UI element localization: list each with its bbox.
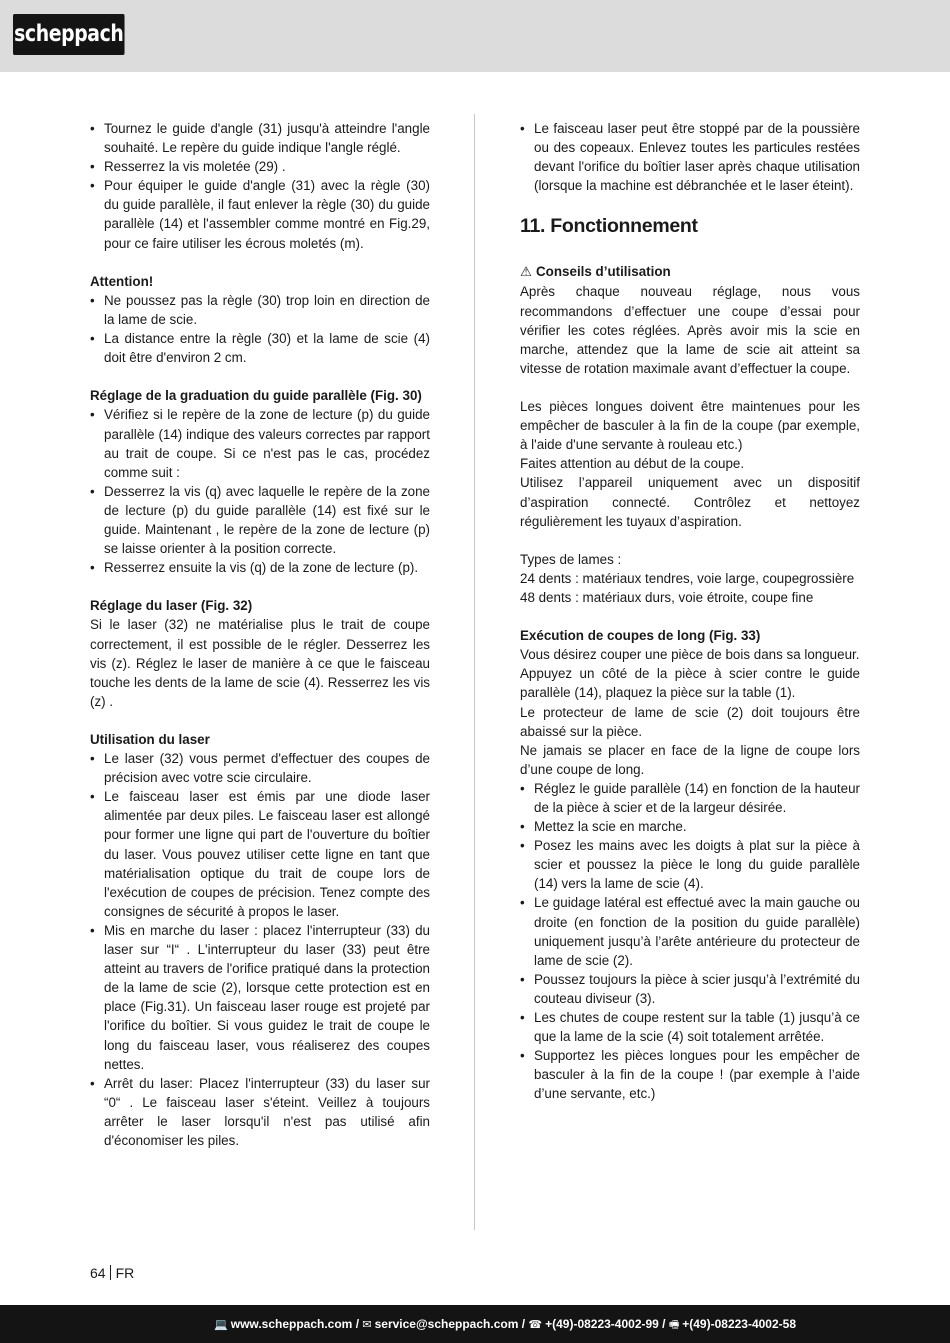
- footer-contact: [214, 1316, 796, 1335]
- list-item: • Tournez le guide d'angle (31) jusqu'à atteindre l'angle souhaité. Le repère du guide indique l'angle réglé.: [90, 119, 430, 157]
- right-column: [520, 119, 860, 1104]
- paragraph-line: Appuyez un côté de la pièce à scier contre le guide parallèle (14), plaquez la pièce sur la table (1).: [520, 666, 860, 701]
- footer-separator: /: [352, 1317, 363, 1331]
- coupes-heading: Exécution de coupes de long (Fig. 33): [520, 628, 761, 644]
- page-number: [90, 1264, 134, 1282]
- brand-logo: scheppach: [13, 14, 125, 55]
- laser-use-heading: Utilisation du laser: [90, 732, 210, 747]
- list-item: • Poussez toujours la pièce à scier jusqu’à l’extrémité du couteau diviseur (3).: [520, 970, 860, 1008]
- paragraph-line: Vous désirez couper une pièce de bois dans sa longueur.: [520, 647, 860, 663]
- attention-heading: Attention!: [90, 273, 154, 289]
- page-footer: [0, 1305, 950, 1343]
- warning-icon: ⚠: [520, 265, 533, 281]
- list-item: • Resserrez ensuite la vis (q) de la zone de lecture (p).: [90, 558, 430, 577]
- footer-fax: +(49)-08223-4002-58: [682, 1317, 796, 1331]
- footer-separator: /: [658, 1317, 669, 1331]
- bullet-list-graduation: [90, 405, 430, 577]
- phone-icon: ☎: [528, 1318, 543, 1331]
- list-item: • Le guidage latéral est effectué avec la main gauche ou droite (en fonction de la position du guide parallèle) uniquement jusqu’à l’arête antérieure du protecteur de lame de scie (2).: [520, 893, 860, 969]
- footer-email: service@scheppach.com: [374, 1317, 519, 1331]
- paragraph-line: Le protecteur de lame de scie (2) doit toujours être abaissé sur la pièce.: [520, 704, 860, 739]
- list-item: • La distance entre la règle (30) et la lame de scie (4) doit être d'environ 2 cm.: [90, 329, 430, 367]
- footer-separator: /: [518, 1317, 529, 1331]
- conseils-paragraph: Après chaque nouveau réglage, nous vous recommandons d’effectuer une coupe d’essai pour vérifier les cotes réglées. Après avoir mis la scie en marche, attendez que la lame de scie ait atteint sa vitesse de rotation maximale avant d’effectuer la coupe.: [520, 284, 860, 376]
- laser-adjust-paragraph: Si le laser (32) ne matérialise plus le trait de coupe correctement, il est possible de le régler. Desserrez les vis (z). Réglez le laser de manière à ce que le faisceau touche les dents de la lame de scie (4). Resserrez les vis (z) .: [90, 617, 430, 709]
- paragraph-line: Faites attention au début de la coupe.: [520, 456, 745, 472]
- bullet-list-laser-dust: [520, 119, 860, 195]
- list-item: • Supportez les pièces longues pour les empêcher de basculer à la fin de la coupe ! (par exemple à l’aide d’une servante, etc.): [520, 1046, 860, 1103]
- bullet-list-laser-use: [90, 749, 430, 1150]
- list-item: • Les chutes de coupe restent sur la table (1) jusqu’à ce que la lame de la scie (4) soit totalement arrêtée.: [520, 1008, 860, 1046]
- list-item: • Mis en marche du laser : placez l'interrupteur (33) du laser sur “I“ . L'interrupteur du laser (33) peut être atteint au travers de l'orifice pratiqué dans la protection de la lame de scie (2), lorsque cette protection est en place (Fig.31). Un faisceau laser rouge est projeté par l'orifice du boîtier. Si vous guidez le trait de coupe le long du faisceau laser, vous réaliserez des coupes nettes.: [90, 921, 430, 1074]
- mail-icon: ✉: [362, 1318, 372, 1331]
- list-item: • Réglez le guide parallèle (14) en fonction de la hauteur de la pièce à scier et de la largeur désirée.: [520, 779, 860, 817]
- bullet-list-attention: [90, 291, 430, 367]
- page-number-value: 64: [90, 1265, 106, 1281]
- list-item: • Vérifiez si le repère de la zone de lecture (p) du guide parallèle (14) indique des valeurs correctes par rapport au trait de coupe. Si ce n'est pas le cas, procédez comme suit :: [90, 405, 430, 481]
- column-divider: [474, 114, 475, 1230]
- fax-icon: 🖷: [668, 1318, 680, 1331]
- list-item: • Le faisceau laser est émis par une diode laser alimentée par deux piles. Le faisceau laser est allongé pour former une ligne qui part de l'ouverture du boîtier du laser. Vous pouvez utiliser cette ligne en tant que matérialisation optique du trait de coupe lors de l'exécution de coupes de précision. Tenez compte des consignes de sécurité à propos le laser.: [90, 787, 430, 921]
- list-item: • Resserrez la vis moletée (29) .: [90, 157, 430, 176]
- section-title: 11. Fonctionnement: [520, 215, 698, 238]
- laser-adjust-heading: Réglage du laser (Fig. 32): [90, 598, 253, 614]
- footer-website: www.scheppach.com: [230, 1317, 353, 1331]
- paragraph-line: Les pièces longues doivent être maintenues pour les empêcher de basculer à la fin de la coupe (par exemple, à l'aide d'une servante à rouleau etc.): [520, 399, 860, 453]
- page-header: [0, 0, 950, 72]
- paragraph-line: Utilisez l’appareil uniquement avec un dispositif d’aspiration connecté. Contrôlez et nettoyez régulièrement les tuyaux d’aspiration.: [520, 475, 860, 529]
- conseils-heading-text: Conseils d’utilisation: [536, 264, 671, 280]
- left-column: [90, 119, 430, 1150]
- list-item: • Le faisceau laser peut être stoppé par de la poussière ou des copeaux. Enlevez toutes les particules restées devant l'orifice du boîtier laser après chaque utilisation (lorsque la machine est débranchée et le laser éteint).: [520, 119, 860, 195]
- graduation-heading: Réglage de la graduation du guide parallèle (Fig. 30): [90, 388, 422, 404]
- list-item: • Pour équiper le guide d'angle (31) avec la règle (30) du guide parallèle, il faut enlever la règle (30) du guide parallèle (14) et l'assembler comme montré en Fig.29, pour ce faire utiliser les écrous moletés (m).: [90, 176, 430, 252]
- paragraph-line: 48 dents : matériaux durs, voie étroite, coupe fine: [520, 589, 814, 605]
- footer-phone: +(49)-08223-4002-99: [545, 1317, 659, 1331]
- paragraph-line: 24 dents : matériaux tendres, voie large, coupegrossière: [520, 570, 855, 586]
- paragraph-line: Ne jamais se placer en face de la ligne de coupe lors d’une coupe de long.: [520, 742, 860, 777]
- list-item: • Arrêt du laser: Placez l'interrupteur (33) du laser sur “0“ . Le faisceau laser s'éteint. Veillez à toujours arrêter le laser lorsqu'il n'est pas utilisé afin d'économiser les piles.: [90, 1074, 430, 1150]
- list-item: • Desserrez la vis (q) avec laquelle le repère de la zone de lecture (p) du guide parallèle (14) est fixé sur le guide. Maintenant , le repère de la zone de lecture (p) se laisse orienter à la position correcte.: [90, 482, 430, 558]
- bullet-list-angle-guide: [90, 119, 430, 253]
- conseils-heading: [520, 262, 860, 282]
- list-item: • Ne poussez pas la règle (30) trop loin en direction de la lame de scie.: [90, 291, 430, 329]
- list-item: • Posez les mains avec les doigts à plat sur la pièce à scier et poussez la pièce le long du guide parallèle (14) vers la lame de scie (4).: [520, 836, 860, 893]
- page-language: FR: [115, 1265, 135, 1281]
- list-item: • Mettez la scie en marche.: [520, 817, 860, 836]
- laptop-icon: 💻: [214, 1318, 228, 1331]
- bullet-list-coupes: [520, 779, 860, 1104]
- paragraph-line: Types de lames :: [520, 551, 622, 567]
- list-item: • Le laser (32) vous permet d'effectuer des coupes de précision avec votre scie circulaire.: [90, 749, 430, 787]
